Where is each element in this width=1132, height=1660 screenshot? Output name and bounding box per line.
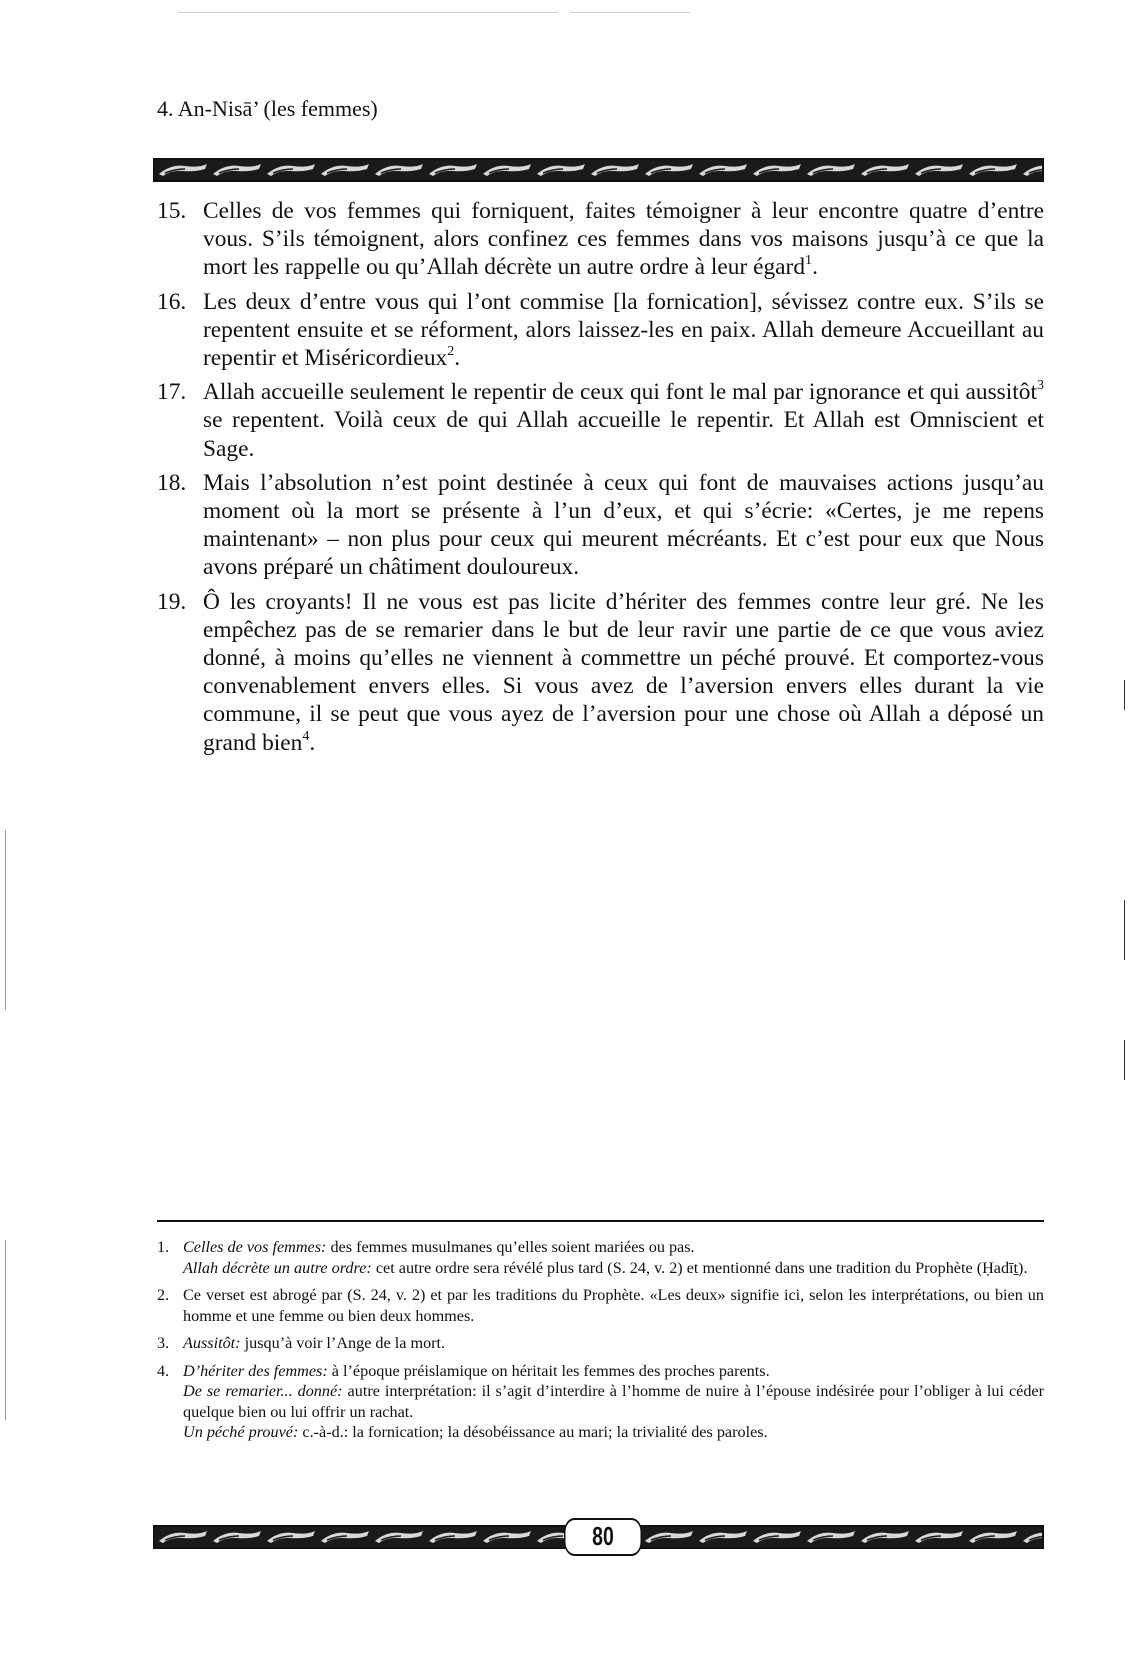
page-number: 80 xyxy=(564,1518,642,1556)
footnote-term: De se remarier... donné: xyxy=(183,1382,343,1400)
verse-text: Ô les croyants! Il ne vous est pas licite d’hériter des femmes contre leur gré. Ne les empêchez pas de se remarier dans le but de leur ravir une partie de ce que vous aviez donné, à moins qu’elles ne viennent à commettre un péché prouvé. Et comportez-vous convenablement envers elles. Si vous avez de l’aversion envers elles durant la vie commune, il se peut que vous ayez de l’aversion pour une chose où Allah a déposé un grand bien xyxy=(203,588,1044,756)
verse-item xyxy=(157,288,1044,373)
footnote-term: Aussitôt: xyxy=(183,1334,241,1352)
footnote-ref: 2 xyxy=(447,343,455,360)
verse-text: Mais l’absolution n’est point destinée à ceux qui font de mauvaises actions jusqu’au moment où la mort se présente à l’un d’eux, et qui s’écrie: «Certes, je me repens maintenant» – non plus pour ceux qui meurent mécréants. Et c’est pour eux que Nous avons préparé un châtiment douloureux. xyxy=(203,469,1044,581)
footnote-list xyxy=(157,1237,1044,1450)
verse-number: 16. xyxy=(157,288,187,315)
footnote-line xyxy=(183,1258,1044,1279)
footnote-line xyxy=(183,1361,1044,1382)
footnote-line xyxy=(183,1381,1044,1422)
footnote-number: 2. xyxy=(157,1286,170,1304)
ornamental-band-top xyxy=(153,158,1044,182)
verse-number: 19. xyxy=(157,588,187,615)
footnote-ref: 1 xyxy=(805,252,813,269)
verse-text-end: . xyxy=(454,345,461,372)
footnote-number: 3. xyxy=(157,1334,170,1352)
footnote-item xyxy=(157,1361,1044,1443)
footnote-line xyxy=(183,1333,1044,1354)
footnote-text: à l’époque préislamique on héritait les femmes des proches parents. xyxy=(327,1361,770,1380)
footnote-ref: 3 xyxy=(1036,377,1044,394)
footnote-number: 1. xyxy=(157,1238,170,1256)
footnote-text: Ce verset est abrogé par (S. 24, v. 2) et par les traditions du Prophète. «Les deux» signifie ici, selon les interprétations, ou bien un homme et une femme ou bien deux hommes. xyxy=(183,1286,1044,1325)
scan-edge-mark xyxy=(5,830,6,1010)
verse-text-end: se repentent. Voilà ceux de qui Allah accueille le repentir. Et Allah est Omniscient et Sage. xyxy=(203,407,1044,462)
footnote-ref: 4 xyxy=(302,727,310,744)
verse-item xyxy=(157,588,1044,757)
scan-top-rule xyxy=(570,12,690,13)
verse-text: Celles de vos femmes qui forniquent, faites témoigner à leur encontre quatre d’entre vous. S’ils témoignent, alors confinez ces femmes dans vos maisons jusqu’à ce que la mort les rappelle ou qu’Allah décrète un autre ordre à leur égard xyxy=(203,198,1044,281)
verse-item xyxy=(157,197,1044,282)
footnote-text: cet autre ordre sera révélé plus tard (S. 24, v. 2) et mentionné dans une tradition du Prophète (Ḥadīṯ). xyxy=(371,1258,1028,1277)
footnote-item xyxy=(157,1333,1044,1354)
footnote-number: 4. xyxy=(157,1361,170,1380)
verse-item xyxy=(157,378,1044,463)
chapter-header: 4. An-Nisā’ (les femmes) xyxy=(157,96,378,121)
footnote-term: D’hériter des femmes: xyxy=(183,1361,328,1380)
verse-number: 18. xyxy=(157,469,187,496)
scan-edge-mark xyxy=(1124,1040,1125,1080)
footnote-line xyxy=(183,1237,1044,1258)
footnote-separator xyxy=(157,1220,1044,1222)
verse-text-end: . xyxy=(812,254,818,281)
footnote-line xyxy=(183,1285,1044,1326)
scan-edge-mark xyxy=(1124,680,1125,710)
verse-number: 17. xyxy=(157,379,187,406)
scan-edge-mark xyxy=(1124,900,1125,960)
chain-ornament xyxy=(155,160,1042,180)
footnote-text: jusqu’à voir l’Ange de la mort. xyxy=(240,1334,446,1352)
verse-text-end: . xyxy=(309,729,316,756)
verse-number: 15. xyxy=(157,198,187,224)
footnote-line xyxy=(183,1422,1044,1443)
footnote-text: autre interprétation: il s’agit d’interdire à l’homme de nuire à l’épouse indésirée pour l’obliger à lui céder quelque bien ou lui offrir un rachat. xyxy=(183,1382,1044,1421)
verse-item xyxy=(157,469,1044,582)
footnote-text: c.-à-d.: la fornication; la désobéissance au mari; la trivialité des paroles. xyxy=(298,1423,768,1441)
footnote-term: Un péché prouvé: xyxy=(183,1423,299,1441)
footnote-item xyxy=(157,1285,1044,1326)
footnote-text: des femmes musulmanes qu’elles soient mariées ou pas. xyxy=(326,1238,695,1256)
footnote-item xyxy=(157,1237,1044,1278)
footnote-term: Allah décrète un autre ordre: xyxy=(183,1258,372,1277)
scan-edge-mark xyxy=(5,1240,6,1420)
scan-top-rule xyxy=(178,12,558,13)
verse-text: Allah accueille seulement le repentir de ceux qui font le mal par ignorance et qui aussitôt xyxy=(203,379,1037,406)
footnote-term: Celles de vos femmes: xyxy=(183,1238,327,1256)
verse-text: Les deux d’entre vous qui l’ont commise [la fornication], sévissez contre eux. S’ils se repentent ensuite et se réforment, alors laissez-les en paix. Allah demeure Accueillant au repentir et Miséricordieux xyxy=(203,288,1044,372)
verse-list xyxy=(157,197,1044,763)
